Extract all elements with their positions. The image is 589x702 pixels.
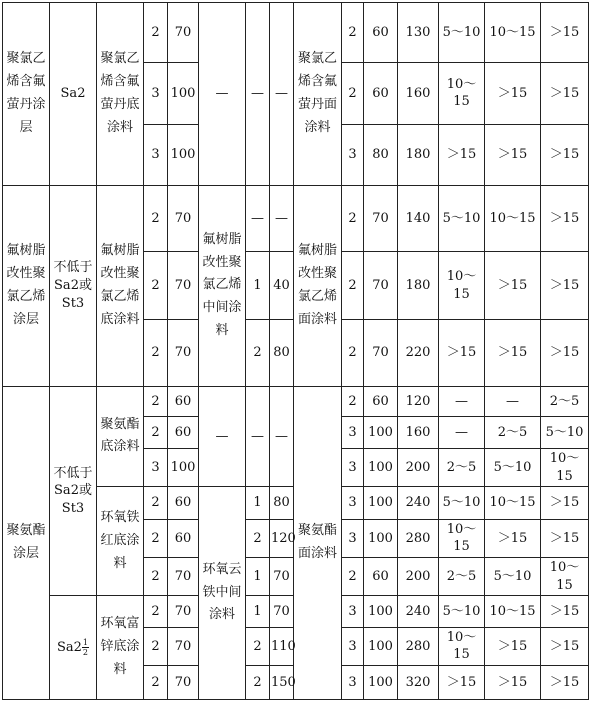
life-cell: ＞15 [485, 320, 541, 387]
thickness-cell: 100 [364, 449, 398, 487]
coat-count-cell: 2 [144, 596, 168, 628]
coat-count-cell: 2 [342, 320, 364, 387]
total-thickness-cell: 130 [398, 3, 439, 63]
mid-count-cell: 2 [246, 519, 270, 557]
thickness-cell: 70 [168, 666, 199, 700]
coat-count-cell: 2 [144, 3, 168, 63]
life-cell: ＞15 [485, 666, 541, 700]
life-cell: 5～10 [485, 558, 541, 596]
thickness-cell: 100 [168, 449, 199, 487]
life-cell: — [439, 417, 485, 449]
coat-count-cell: 2 [342, 3, 364, 63]
life-cell: ＞15 [439, 124, 485, 185]
coat-count-cell: 2 [144, 558, 168, 596]
mid-name-cell: — [199, 386, 246, 486]
life-cell: 5～10 [439, 487, 485, 520]
mid-thickness-cell: 80 [270, 320, 294, 387]
life-cell: 10～15 [485, 596, 541, 628]
mid-count-cell: 2 [246, 627, 270, 665]
coat-count-cell: 2 [144, 487, 168, 520]
life-cell: ＞15 [541, 63, 589, 124]
table-row [3, 185, 589, 252]
thickness-cell: 100 [168, 63, 199, 124]
thickness-cell: 70 [168, 596, 199, 628]
surface-grade-cell: 不低于Sa2或St3 [50, 386, 97, 596]
life-cell: ＞15 [541, 3, 589, 63]
mid-name-cell: 环氧云铁中间涂料 [199, 487, 246, 700]
grade-base: Sa2 [56, 640, 82, 656]
table-row [3, 3, 589, 63]
total-thickness-cell: 280 [398, 627, 439, 665]
life-cell: ＞15 [541, 185, 589, 252]
life-cell: 5～10 [439, 596, 485, 628]
thickness-cell: 70 [364, 185, 398, 252]
life-cell: 10～15 [541, 558, 589, 596]
mid-count-cell: 2 [246, 320, 270, 387]
thickness-cell: 70 [168, 252, 199, 320]
mid-count-cell: 1 [246, 487, 270, 520]
life-cell: 10～15 [439, 627, 485, 665]
life-cell: 10～15 [485, 487, 541, 520]
total-thickness-cell: 120 [398, 386, 439, 417]
total-thickness-cell: 320 [398, 666, 439, 700]
mid-count-cell: — [246, 386, 270, 486]
thickness-cell: 60 [168, 519, 199, 557]
life-cell: ＞15 [485, 63, 541, 124]
thickness-cell: 70 [364, 252, 398, 320]
life-cell: 10～15 [485, 3, 541, 63]
thickness-cell: 100 [364, 666, 398, 700]
total-thickness-cell: 200 [398, 449, 439, 487]
coat-count-cell: 3 [342, 519, 364, 557]
life-cell: ＞15 [485, 124, 541, 185]
grade-fraction-denominator: 2 [82, 648, 89, 658]
coat-count-cell: 3 [342, 124, 364, 185]
coating-spec-table [2, 2, 589, 700]
coat-count-cell: 3 [342, 596, 364, 628]
coat-count-cell: 2 [342, 252, 364, 320]
topcoat-name-cell: 氟树脂改性聚氯乙烯面涂料 [294, 185, 342, 386]
thickness-cell: 80 [364, 124, 398, 185]
topcoat-name-cell: 聚氯乙烯含氟萤丹面涂料 [294, 3, 342, 186]
coat-count-cell: 2 [342, 63, 364, 124]
mid-thickness-cell: 70 [270, 596, 294, 628]
life-cell: 5～10 [485, 449, 541, 487]
table-row [3, 386, 589, 417]
life-cell: 2～5 [439, 558, 485, 596]
life-cell: 10～15 [541, 449, 589, 487]
mid-thickness-cell: 150 [270, 666, 294, 700]
coat-count-cell: 2 [144, 320, 168, 387]
coat-count-cell: 2 [342, 386, 364, 417]
total-thickness-cell: 220 [398, 320, 439, 387]
coat-count-cell: 2 [144, 417, 168, 449]
mid-name-cell: — [199, 3, 246, 186]
life-cell: ＞15 [541, 320, 589, 387]
life-cell: 2～5 [485, 417, 541, 449]
mid-count-cell: 1 [246, 558, 270, 596]
thickness-cell: 70 [168, 3, 199, 63]
thickness-cell: 70 [168, 185, 199, 252]
coat-count-cell: 2 [342, 558, 364, 596]
system-cell: 氟树脂改性聚氯乙烯涂层 [3, 185, 50, 386]
life-cell: 10～15 [439, 519, 485, 557]
primer-name-cell: 聚氨酯底涂料 [97, 386, 144, 486]
thickness-cell: 100 [364, 487, 398, 520]
thickness-cell: 100 [364, 627, 398, 665]
life-cell: ＞15 [439, 320, 485, 387]
total-thickness-cell: 160 [398, 63, 439, 124]
thickness-cell: 100 [168, 124, 199, 185]
coat-count-cell: 3 [342, 627, 364, 665]
life-cell: ＞15 [541, 124, 589, 185]
life-cell: ＞15 [541, 487, 589, 520]
life-cell: ＞15 [541, 596, 589, 628]
total-thickness-cell: 140 [398, 185, 439, 252]
life-cell: ＞15 [485, 519, 541, 557]
life-cell: ＞15 [541, 519, 589, 557]
thickness-cell: 100 [364, 519, 398, 557]
coat-count-cell: 2 [144, 252, 168, 320]
topcoat-name-cell: 聚氨酯面涂料 [294, 386, 342, 699]
thickness-cell: 70 [168, 558, 199, 596]
thickness-cell: 60 [168, 487, 199, 520]
mid-thickness-cell: — [270, 386, 294, 486]
life-cell: ＞15 [485, 252, 541, 320]
thickness-cell: 60 [168, 386, 199, 417]
grade-fraction [82, 638, 89, 657]
total-thickness-cell: 280 [398, 519, 439, 557]
coat-count-cell: 3 [342, 666, 364, 700]
thickness-cell: 70 [168, 320, 199, 387]
life-cell: 10～15 [439, 252, 485, 320]
mid-thickness-cell: 80 [270, 487, 294, 520]
coat-count-cell: 2 [342, 185, 364, 252]
coat-count-cell: 3 [144, 63, 168, 124]
system-cell: 聚氯乙烯含氟萤丹涂层 [3, 3, 50, 186]
coat-count-cell: 3 [144, 449, 168, 487]
thickness-cell: 100 [364, 596, 398, 628]
system-cell: 聚氨酯涂层 [3, 386, 50, 699]
life-cell: — [485, 386, 541, 417]
coat-count-cell: 2 [144, 666, 168, 700]
coat-count-cell: 2 [144, 627, 168, 665]
life-cell: ＞15 [541, 252, 589, 320]
mid-name-cell: 氟树脂改性聚氯乙烯中间涂料 [199, 185, 246, 386]
life-cell: 5～10 [541, 417, 589, 449]
coat-count-cell: 2 [144, 519, 168, 557]
life-cell: 2～5 [541, 386, 589, 417]
mid-count-cell: 1 [246, 252, 270, 320]
life-cell: 10～15 [485, 185, 541, 252]
mid-count-cell: 2 [246, 666, 270, 700]
coat-count-cell: 3 [342, 487, 364, 520]
thickness-cell: 60 [168, 417, 199, 449]
life-cell: 10～15 [439, 63, 485, 124]
thickness-cell: 70 [168, 627, 199, 665]
total-thickness-cell: 240 [398, 487, 439, 520]
life-cell: 2～5 [439, 449, 485, 487]
thickness-cell: 100 [364, 417, 398, 449]
surface-grade-cell [50, 596, 97, 700]
grade-fraction-numerator: 1 [82, 638, 89, 648]
total-thickness-cell: 200 [398, 558, 439, 596]
surface-grade-cell: 不低于Sa2或St3 [50, 185, 97, 386]
life-cell: ＞15 [541, 666, 589, 700]
thickness-cell: 60 [364, 3, 398, 63]
primer-name-cell: 聚氯乙烯含氟萤丹底涂料 [97, 3, 144, 186]
thickness-cell: 60 [364, 558, 398, 596]
total-thickness-cell: 180 [398, 124, 439, 185]
total-thickness-cell: 240 [398, 596, 439, 628]
mid-thickness-cell: 110 [270, 627, 294, 665]
mid-thickness-cell: — [270, 3, 294, 186]
life-cell: ＞15 [439, 666, 485, 700]
mid-thickness-cell: — [270, 185, 294, 252]
thickness-cell: 70 [364, 320, 398, 387]
coat-count-cell: 2 [144, 185, 168, 252]
life-cell: 5～10 [439, 3, 485, 63]
life-cell: ＞15 [541, 627, 589, 665]
total-thickness-cell: 160 [398, 417, 439, 449]
thickness-cell: 60 [364, 386, 398, 417]
coat-count-cell: 2 [144, 386, 168, 417]
life-cell: 5～10 [439, 185, 485, 252]
mid-count-cell: — [246, 3, 270, 186]
mid-count-cell: — [246, 185, 270, 252]
coat-count-cell: 3 [342, 449, 364, 487]
primer-name-cell: 环氧铁红底涂料 [97, 487, 144, 596]
life-cell: ＞15 [485, 627, 541, 665]
mid-thickness-cell: 40 [270, 252, 294, 320]
surface-grade-cell: Sa2 [50, 3, 97, 186]
primer-name-cell: 氟树脂改性聚氯乙烯底涂料 [97, 185, 144, 386]
coat-count-cell: 3 [342, 417, 364, 449]
mid-count-cell: 1 [246, 596, 270, 628]
life-cell: — [439, 386, 485, 417]
primer-name-cell: 环氧富锌底涂料 [97, 596, 144, 700]
total-thickness-cell: 180 [398, 252, 439, 320]
mid-thickness-cell: 70 [270, 558, 294, 596]
coat-count-cell: 3 [144, 124, 168, 185]
thickness-cell: 60 [364, 63, 398, 124]
mid-thickness-cell: 120 [270, 519, 294, 557]
